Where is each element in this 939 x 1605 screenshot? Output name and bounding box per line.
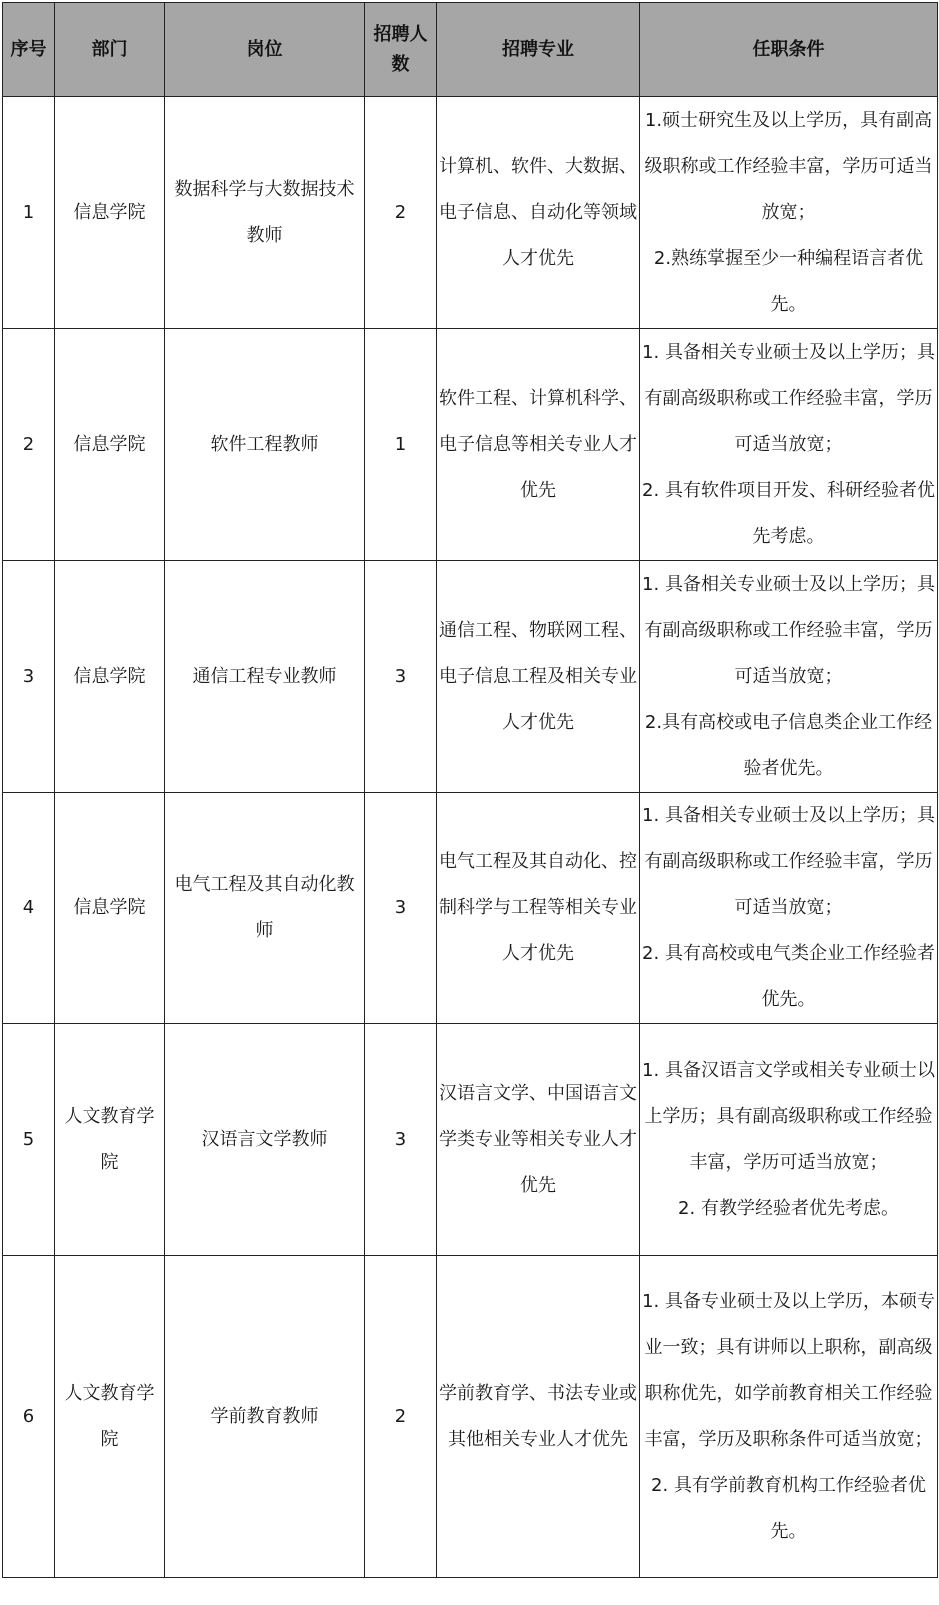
position-text: 软件工程教师: [210, 433, 319, 455]
position-text: 数据科学与大数据技术教师: [174, 178, 355, 246]
cell-position: [165, 1256, 365, 1578]
cell-seq: 1: [3, 97, 55, 329]
requirement-item: 2. 具有软件项目开发、科研经验者优先考虑。: [642, 479, 935, 547]
header-count-label: 招聘人数: [373, 23, 428, 75]
requirement-item: 2. 具有学前教育机构工作经验者优先。: [651, 1474, 926, 1542]
header-major: 招聘专业: [437, 3, 640, 97]
cell-count: 2: [365, 1256, 437, 1578]
cell-seq: 6: [3, 1256, 55, 1578]
cell-position: [165, 97, 365, 329]
cell-seq: 4: [3, 793, 55, 1024]
cell-requirements: [640, 1024, 938, 1256]
cell-dept: [55, 1024, 165, 1256]
cell-seq: 5: [3, 1024, 55, 1256]
table-row: [3, 329, 938, 561]
header-seq: 序号: [3, 3, 55, 97]
header-dept: 部门: [55, 3, 165, 97]
cell-position: [165, 561, 365, 793]
position-text: 通信工程专业教师: [192, 665, 337, 687]
cell-dept: [55, 1256, 165, 1578]
major-text: 学前教育学、书法专业或其他相关专业人才优先: [439, 1382, 637, 1450]
requirement-item: 1. 具备专业硕士及以上学历，本硕专业一致；具有讲师以上职称，副高级职称优先，如学前教育相关工作经验丰富，学历及职称条件可适当放宽；: [642, 1290, 935, 1450]
cell-requirements: [640, 97, 938, 329]
major-text: 电气工程及其自动化、控制科学与工程等相关专业人才优先: [439, 851, 637, 964]
dept-text: 人文教育学院: [64, 1105, 155, 1173]
cell-dept: 信息学院: [55, 97, 165, 329]
cell-major: [437, 561, 640, 793]
recruitment-table: [2, 2, 938, 1578]
cell-major: [437, 1256, 640, 1578]
header-count: [365, 3, 437, 97]
position-text: 电气工程及其自动化教师: [174, 874, 355, 941]
table-row: [3, 561, 938, 793]
requirement-item: 1. 具备相关专业硕士及以上学历；具有副高级职称或工作经验丰富，学历可适当放宽；: [642, 341, 935, 455]
requirement-item: 2.具有高校或电子信息类企业工作经验者优先。: [644, 711, 933, 779]
cell-dept: 信息学院: [55, 561, 165, 793]
table-row: [3, 1256, 938, 1578]
major-text: 软件工程、计算机科学、电子信息等相关专业人才优先: [439, 387, 637, 501]
cell-requirements: [640, 329, 938, 561]
cell-major: [437, 793, 640, 1024]
cell-major: [437, 329, 640, 561]
cell-count: 3: [365, 561, 437, 793]
table-row: [3, 1024, 938, 1256]
table-row: [3, 793, 938, 1024]
cell-seq: 3: [3, 561, 55, 793]
cell-count: 1: [365, 329, 437, 561]
position-text: 学前教育教师: [210, 1405, 319, 1427]
dept-text: 人文教育学院: [64, 1382, 155, 1450]
cell-position: [165, 329, 365, 561]
cell-requirements: [640, 561, 938, 793]
requirement-item: 1.硕士研究生及以上学历，具有副高级职称或工作经验丰富，学历可适当放宽；: [644, 109, 933, 223]
requirement-item: 2.熟练掌握至少一种编程语言者优先。: [653, 247, 924, 315]
cell-position: [165, 1024, 365, 1256]
cell-position: [165, 793, 365, 1024]
requirement-item: 2. 具有高校或电气类企业工作经验者优先。: [642, 943, 935, 1010]
requirement-item: 1. 具备汉语言文学或相关专业硕士以上学历；具有副高级职称或工作经验丰富，学历可适当放宽；: [642, 1059, 935, 1173]
requirement-item: 1. 具备相关专业硕士及以上学历；具有副高级职称或工作经验丰富，学历可适当放宽；: [642, 805, 935, 918]
cell-dept: 信息学院: [55, 329, 165, 561]
cell-major: [437, 97, 640, 329]
cell-requirements: [640, 1256, 938, 1578]
requirement-item: 2. 有教学经验者优先考虑。: [678, 1197, 899, 1219]
cell-count: 3: [365, 1024, 437, 1256]
cell-count: 3: [365, 793, 437, 1024]
position-text: 汉语言文学教师: [201, 1128, 328, 1150]
requirement-item: 1. 具备相关专业硕士及以上学历；具有副高级职称或工作经验丰富，学历可适当放宽；: [642, 573, 935, 687]
table-row: [3, 97, 938, 329]
cell-requirements: [640, 793, 938, 1024]
major-text: 汉语言文学、中国语言文学类专业等相关专业人才优先: [439, 1082, 637, 1196]
cell-major: [437, 1024, 640, 1256]
cell-count: 2: [365, 97, 437, 329]
major-text: 计算机、软件、大数据、电子信息、自动化等领域人才优先: [439, 155, 637, 269]
header-requirements: 任职条件: [640, 3, 938, 97]
header-row: [3, 3, 938, 97]
header-position: 岗位: [165, 3, 365, 97]
cell-seq: 2: [3, 329, 55, 561]
major-text: 通信工程、物联网工程、电子信息工程及相关专业人才优先: [439, 619, 637, 733]
cell-dept: 信息学院: [55, 793, 165, 1024]
